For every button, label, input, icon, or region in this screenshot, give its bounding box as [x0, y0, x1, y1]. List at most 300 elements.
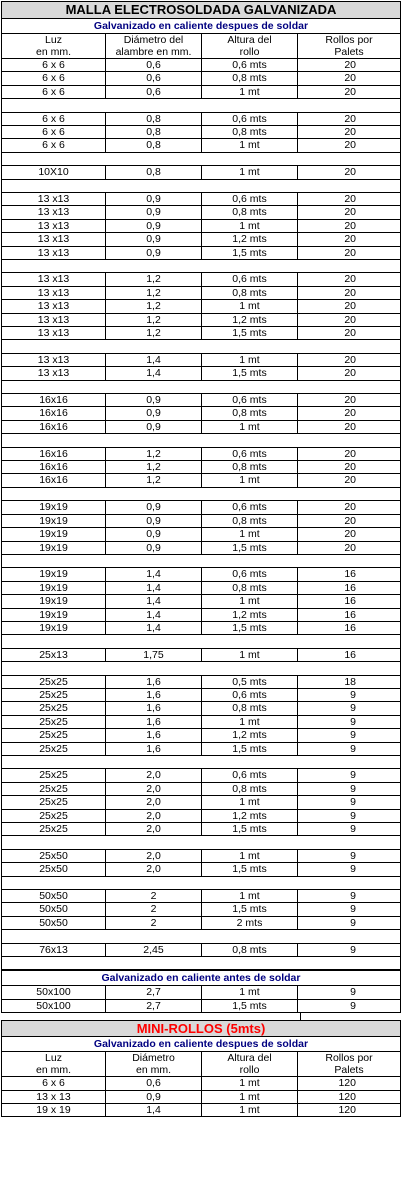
- table-row: [2, 206, 401, 219]
- table-row: [2, 916, 401, 929]
- cell-rollos: 120: [298, 1090, 401, 1103]
- table-row: [2, 327, 401, 340]
- cell-rollos: 20: [298, 394, 401, 407]
- table-row: [2, 300, 401, 313]
- cell-altura: 1,5 mts: [202, 999, 298, 1012]
- cell-rollos: 20: [298, 286, 401, 299]
- cell-diametro: 2,0: [106, 796, 202, 809]
- mini-table-row: [2, 1077, 401, 1090]
- mini-header-rollos: Rollos por Palets: [298, 1052, 401, 1077]
- cell-rollos: 18: [298, 675, 401, 688]
- cell-altura: 1 mt: [202, 166, 298, 179]
- cell-luz: 25x25: [2, 796, 106, 809]
- table-row: [2, 233, 401, 246]
- cell-altura: 0,6 mts: [202, 568, 298, 581]
- cell-rollos: 9: [298, 863, 401, 876]
- cell-diametro: 0,9: [106, 206, 202, 219]
- table-row: [2, 999, 401, 1012]
- header-luz: Luz en mm.: [2, 34, 106, 59]
- blank-cell: [106, 836, 202, 849]
- blank-cell: [298, 99, 401, 112]
- cell-luz: 6 x 6: [2, 72, 106, 85]
- table-row: [2, 796, 401, 809]
- table-row: [2, 715, 401, 728]
- cell-luz: 19x19: [2, 514, 106, 527]
- cell-luz: 25x25: [2, 688, 106, 701]
- cell-diametro: 1,4: [106, 608, 202, 621]
- cell-rollos: 20: [298, 85, 401, 98]
- main-table: [1, 1, 401, 970]
- table-row: [2, 514, 401, 527]
- table-row: [2, 353, 401, 366]
- section-subtitle-after: Galvanizado en caliente antes de soldar: [2, 971, 401, 986]
- cell-rollos: 20: [298, 166, 401, 179]
- cell-altura: 0,6 mts: [202, 447, 298, 460]
- cell-altura: 1,2 mts: [202, 313, 298, 326]
- table-row: [2, 273, 401, 286]
- blank-cell: [298, 487, 401, 500]
- blank-row: [2, 179, 401, 192]
- cell-altura: 1 mt: [202, 353, 298, 366]
- cell-diametro: 1,6: [106, 675, 202, 688]
- blank-cell: [202, 930, 298, 943]
- cell-luz: 6 x 6: [2, 112, 106, 125]
- cell-luz: 50x100: [2, 986, 106, 999]
- cell-altura: 2 mts: [202, 916, 298, 929]
- table-row: [2, 943, 401, 956]
- cell-diametro: 2: [106, 889, 202, 902]
- cell-diametro: 1,4: [106, 367, 202, 380]
- cell-altura: 1 mt: [202, 889, 298, 902]
- blank-row: [2, 260, 401, 273]
- cell-luz: 13 x13: [2, 273, 106, 286]
- blank-cell: [202, 260, 298, 273]
- blank-cell: [202, 99, 298, 112]
- table-row: [2, 822, 401, 835]
- cell-rollos: 120: [298, 1077, 401, 1090]
- table-row: [2, 367, 401, 380]
- cell-luz: 19x19: [2, 541, 106, 554]
- table-row: [2, 782, 401, 795]
- blank-row: [2, 487, 401, 500]
- blank-cell: [2, 876, 106, 889]
- mini-subtitle: Galvanizado en caliente despues de soldar: [2, 1037, 401, 1052]
- blank-cell: [2, 836, 106, 849]
- blank-row: [2, 836, 401, 849]
- table-row: [2, 313, 401, 326]
- cell-altura: 0,6 mts: [202, 112, 298, 125]
- cell-diametro: 1,6: [106, 702, 202, 715]
- cell-luz: 13 x13: [2, 193, 106, 206]
- cell-rollos: 9: [298, 769, 401, 782]
- cell-diametro: 1,2: [106, 474, 202, 487]
- cell-luz: 13 x13: [2, 246, 106, 259]
- blank-cell: [202, 380, 298, 393]
- cell-diametro: 1,2: [106, 461, 202, 474]
- blank-cell: [2, 930, 106, 943]
- blank-cell: [2, 99, 106, 112]
- blank-cell: [106, 434, 202, 447]
- cell-altura: 1 mt: [202, 474, 298, 487]
- cell-luz: 13 x 13: [2, 1090, 106, 1103]
- blank-cell: [298, 380, 401, 393]
- cell-altura: 1,5 mts: [202, 246, 298, 259]
- cell-altura: 1 mt: [202, 139, 298, 152]
- cell-altura: 1 mt: [202, 849, 298, 862]
- header-rollos: Rollos por Palets: [298, 34, 401, 59]
- blank-cell: [106, 340, 202, 353]
- cell-rollos: 20: [298, 233, 401, 246]
- mini-table: [1, 1020, 401, 1117]
- cell-rollos: 20: [298, 219, 401, 232]
- blank-cell: [106, 152, 202, 165]
- cell-altura: 0,6 mts: [202, 193, 298, 206]
- cell-diametro: 0,9: [106, 219, 202, 232]
- header-diametro: Diámetro del alambre en mm.: [106, 34, 202, 59]
- cell-diametro: 2,0: [106, 863, 202, 876]
- cell-rollos: 20: [298, 367, 401, 380]
- table-title: MALLA ELECTROSOLDADA GALVANIZADA: [2, 2, 401, 19]
- cell-altura: 0,8 mts: [202, 514, 298, 527]
- blank-cell: [106, 260, 202, 273]
- table-row: [2, 849, 401, 862]
- cell-diametro: 2,0: [106, 809, 202, 822]
- cell-altura: 0,6 mts: [202, 273, 298, 286]
- blank-cell: [202, 152, 298, 165]
- cell-luz: 25x25: [2, 702, 106, 715]
- table-row: [2, 501, 401, 514]
- cell-rollos: 9: [298, 986, 401, 999]
- cell-diametro: 1,2: [106, 327, 202, 340]
- blank-cell: [106, 487, 202, 500]
- cell-luz: 6 x 6: [2, 1077, 106, 1090]
- table-row: [2, 675, 401, 688]
- cell-altura: 0,8 mts: [202, 702, 298, 715]
- cell-rollos: 9: [298, 742, 401, 755]
- cell-rollos: 20: [298, 59, 401, 72]
- cell-luz: 16x16: [2, 447, 106, 460]
- table-row: [2, 126, 401, 139]
- table-row: [2, 166, 401, 179]
- blank-cell: [2, 956, 106, 969]
- cell-luz: 19x19: [2, 528, 106, 541]
- blank-cell: [2, 554, 106, 567]
- blank-cell: [298, 554, 401, 567]
- cell-altura: 0,6 mts: [202, 688, 298, 701]
- table-row: [2, 420, 401, 433]
- table-row: [2, 889, 401, 902]
- cell-luz: 19x19: [2, 501, 106, 514]
- cell-luz: 13 x13: [2, 327, 106, 340]
- blank-cell: [2, 380, 106, 393]
- blank-cell: [2, 434, 106, 447]
- mini-title: MINI-ROLLOS (5mts): [2, 1021, 401, 1037]
- cell-luz: 25x25: [2, 729, 106, 742]
- blank-row: [2, 434, 401, 447]
- cell-altura: 1 mt: [202, 219, 298, 232]
- blank-row: [2, 635, 401, 648]
- cell-luz: 16x16: [2, 394, 106, 407]
- cell-diametro: 2,0: [106, 822, 202, 835]
- blank-row: [2, 876, 401, 889]
- cell-altura: 1,2 mts: [202, 729, 298, 742]
- cell-luz: 50x100: [2, 999, 106, 1012]
- cell-rollos: 20: [298, 206, 401, 219]
- cell-rollos: 16: [298, 621, 401, 634]
- table-row: [2, 742, 401, 755]
- cell-altura: 0,8 mts: [202, 581, 298, 594]
- cell-diametro: 1,4: [106, 595, 202, 608]
- blank-row: [2, 380, 401, 393]
- cell-luz: 19x19: [2, 595, 106, 608]
- cell-rollos: 20: [298, 461, 401, 474]
- header-altura: Altura del rollo: [202, 34, 298, 59]
- table-row: [2, 648, 401, 661]
- cell-diametro: 1,4: [106, 568, 202, 581]
- blank-cell: [106, 179, 202, 192]
- cell-diametro: 0,6: [106, 85, 202, 98]
- cell-luz: 25x50: [2, 863, 106, 876]
- cell-rollos: 20: [298, 447, 401, 460]
- cell-diametro: 0,9: [106, 528, 202, 541]
- cell-rollos: 9: [298, 729, 401, 742]
- blank-cell: [106, 755, 202, 768]
- cell-rollos: 20: [298, 474, 401, 487]
- cell-rollos: 9: [298, 999, 401, 1012]
- cell-rollos: 20: [298, 193, 401, 206]
- table-row: [2, 219, 401, 232]
- blank-cell: [202, 836, 298, 849]
- cell-diametro: 0,8: [106, 139, 202, 152]
- spacer: [1, 1013, 301, 1020]
- cell-luz: 50x50: [2, 916, 106, 929]
- blank-row: [2, 554, 401, 567]
- table-row: [2, 407, 401, 420]
- table-row: [2, 474, 401, 487]
- mini-header-altura: Altura del rollo: [202, 1052, 298, 1077]
- cell-altura: 1,5 mts: [202, 863, 298, 876]
- cell-altura: 1,5 mts: [202, 621, 298, 634]
- cell-diametro: 0,8: [106, 166, 202, 179]
- cell-altura: 0,6 mts: [202, 501, 298, 514]
- cell-rollos: 20: [298, 420, 401, 433]
- cell-luz: 13 x13: [2, 353, 106, 366]
- cell-altura: 1,5 mts: [202, 327, 298, 340]
- cell-rollos: 16: [298, 581, 401, 594]
- cell-luz: 25x25: [2, 822, 106, 835]
- cell-luz: 6 x 6: [2, 126, 106, 139]
- cell-diametro: 1,2: [106, 286, 202, 299]
- table-row: [2, 568, 401, 581]
- cell-luz: 19x19: [2, 581, 106, 594]
- cell-altura: 1,2 mts: [202, 809, 298, 822]
- cell-diametro: 0,6: [106, 72, 202, 85]
- cell-diametro: 1,4: [106, 581, 202, 594]
- section-subtitle: Galvanizado en caliente despues de soldar: [2, 19, 401, 34]
- table-row: [2, 769, 401, 782]
- cell-diametro: 0,9: [106, 246, 202, 259]
- cell-luz: 25x25: [2, 742, 106, 755]
- table-row: [2, 246, 401, 259]
- cell-luz: 16x16: [2, 420, 106, 433]
- blank-cell: [298, 434, 401, 447]
- cell-luz: 19x19: [2, 568, 106, 581]
- cell-diametro: 2: [106, 903, 202, 916]
- table-row: [2, 809, 401, 822]
- blank-cell: [106, 876, 202, 889]
- cell-altura: 0,5 mts: [202, 675, 298, 688]
- table-row: [2, 72, 401, 85]
- table-row: [2, 581, 401, 594]
- cell-diametro: 0,9: [106, 514, 202, 527]
- blank-row: [2, 755, 401, 768]
- blank-cell: [202, 554, 298, 567]
- blank-cell: [2, 755, 106, 768]
- cell-altura: 1,5 mts: [202, 742, 298, 755]
- cell-altura: 1 mt: [202, 1090, 298, 1103]
- mini-header-luz: Luz en mm.: [2, 1052, 106, 1077]
- cell-rollos: 20: [298, 300, 401, 313]
- cell-luz: 13 x13: [2, 286, 106, 299]
- table-row: [2, 85, 401, 98]
- cell-rollos: 20: [298, 313, 401, 326]
- table-row: [2, 729, 401, 742]
- cell-altura: 0,8 mts: [202, 126, 298, 139]
- cell-rollos: 16: [298, 595, 401, 608]
- mini-header-diametro: Diámetro en mm.: [106, 1052, 202, 1077]
- blank-row: [2, 662, 401, 675]
- cell-rollos: 20: [298, 112, 401, 125]
- cell-diametro: 2: [106, 916, 202, 929]
- cell-luz: 25x13: [2, 648, 106, 661]
- cell-rollos: 20: [298, 246, 401, 259]
- blank-cell: [298, 635, 401, 648]
- cell-luz: 19x19: [2, 621, 106, 634]
- table-row: [2, 193, 401, 206]
- blank-cell: [106, 380, 202, 393]
- cell-luz: 25x25: [2, 675, 106, 688]
- table-row: [2, 986, 401, 999]
- blank-cell: [106, 99, 202, 112]
- cell-rollos: 16: [298, 568, 401, 581]
- cell-luz: 19 x 19: [2, 1104, 106, 1117]
- blank-cell: [2, 179, 106, 192]
- cell-diametro: 2,0: [106, 769, 202, 782]
- cell-diametro: 1,2: [106, 273, 202, 286]
- cell-luz: 25x25: [2, 715, 106, 728]
- cell-luz: 19x19: [2, 608, 106, 621]
- cell-rollos: 20: [298, 407, 401, 420]
- cell-rollos: 20: [298, 353, 401, 366]
- price-sheet: [1, 1, 402, 1117]
- cell-altura: 0,8 mts: [202, 407, 298, 420]
- cell-rollos: 9: [298, 688, 401, 701]
- blank-cell: [202, 487, 298, 500]
- cell-rollos: 9: [298, 849, 401, 862]
- table-row: [2, 688, 401, 701]
- table-row: [2, 541, 401, 554]
- cell-diametro: 1,2: [106, 300, 202, 313]
- blank-row: [2, 340, 401, 353]
- mini-header-row: [2, 1052, 401, 1077]
- cell-rollos: 9: [298, 822, 401, 835]
- blank-cell: [2, 340, 106, 353]
- cell-rollos: 120: [298, 1104, 401, 1117]
- cell-rollos: 9: [298, 782, 401, 795]
- cell-luz: 13 x13: [2, 219, 106, 232]
- cell-diametro: 1,6: [106, 729, 202, 742]
- table-row: [2, 447, 401, 460]
- blank-cell: [298, 179, 401, 192]
- cell-diametro: 1,2: [106, 313, 202, 326]
- cell-diametro: 0,6: [106, 59, 202, 72]
- cell-diametro: 1,4: [106, 621, 202, 634]
- cell-diametro: 1,4: [106, 353, 202, 366]
- cell-diametro: 0,9: [106, 394, 202, 407]
- blank-cell: [2, 487, 106, 500]
- blank-cell: [2, 260, 106, 273]
- cell-rollos: 20: [298, 541, 401, 554]
- table-row: [2, 863, 401, 876]
- blank-cell: [202, 956, 298, 969]
- cell-luz: 25x25: [2, 782, 106, 795]
- cell-altura: 1 mt: [202, 796, 298, 809]
- cell-diametro: 2,7: [106, 986, 202, 999]
- cell-rollos: 9: [298, 702, 401, 715]
- table-row: [2, 621, 401, 634]
- cell-luz: 6 x 6: [2, 139, 106, 152]
- cell-luz: 13 x13: [2, 367, 106, 380]
- cell-altura: 0,8 mts: [202, 943, 298, 956]
- blank-row: [2, 152, 401, 165]
- cell-diametro: 1,4: [106, 1104, 202, 1117]
- table-row: [2, 461, 401, 474]
- cell-luz: 25x25: [2, 809, 106, 822]
- cell-rollos: 16: [298, 648, 401, 661]
- blank-row: [2, 956, 401, 969]
- cell-luz: 13 x13: [2, 233, 106, 246]
- cell-rollos: 20: [298, 501, 401, 514]
- cell-diametro: 2,45: [106, 943, 202, 956]
- cell-altura: 0,8 mts: [202, 461, 298, 474]
- cell-luz: 6 x 6: [2, 59, 106, 72]
- cell-rollos: 9: [298, 903, 401, 916]
- blank-cell: [2, 152, 106, 165]
- cell-altura: 1 mt: [202, 85, 298, 98]
- cell-luz: 13 x13: [2, 313, 106, 326]
- cell-altura: 1,5 mts: [202, 822, 298, 835]
- blank-cell: [106, 930, 202, 943]
- cell-rollos: 20: [298, 72, 401, 85]
- cell-altura: 1,2 mts: [202, 233, 298, 246]
- cell-diametro: 1,6: [106, 688, 202, 701]
- after-table: [1, 970, 401, 1013]
- cell-altura: 1,5 mts: [202, 541, 298, 554]
- cell-diametro: 1,6: [106, 742, 202, 755]
- cell-diametro: 2,7: [106, 999, 202, 1012]
- cell-luz: 76x13: [2, 943, 106, 956]
- cell-diametro: 0,9: [106, 193, 202, 206]
- cell-rollos: 9: [298, 916, 401, 929]
- table-row: [2, 702, 401, 715]
- cell-altura: 1 mt: [202, 1077, 298, 1090]
- table-row: [2, 59, 401, 72]
- cell-altura: 1,5 mts: [202, 903, 298, 916]
- blank-cell: [202, 662, 298, 675]
- cell-altura: 1 mt: [202, 648, 298, 661]
- cell-diametro: 0,8: [106, 126, 202, 139]
- cell-diametro: 0,9: [106, 407, 202, 420]
